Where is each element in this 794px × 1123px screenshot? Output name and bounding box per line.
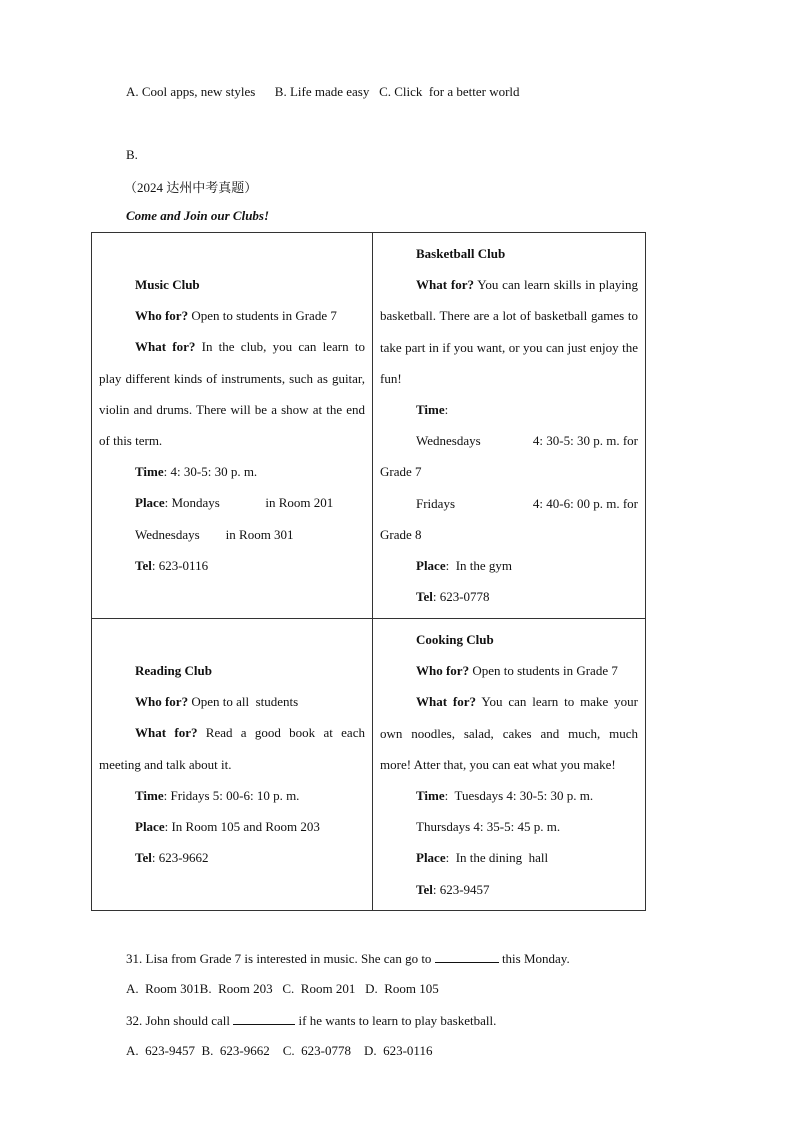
music-who-for: Who for? Open to students in Grade 7 [135,308,337,324]
basketball-time-friday: Fridays 4: 40-6: 00 p. m. for [416,495,638,511]
basketball-club-cell [373,233,646,619]
cooking-place: Place: In the dining hall [416,850,549,866]
reading-tel: Tel: 623-9662 [135,850,209,866]
answer-blank-32[interactable] [233,1012,295,1025]
source-note: （2024 达州中考真题） [124,180,258,195]
question-31: 31. Lisa from Grade 7 is interested in music. She can go to this Monday. [126,951,570,966]
reading-club-title: Reading Club [135,663,212,678]
previous-answer-options: A. Cool apps, new styles B. Life made easy C. Click for a better world [126,84,520,99]
reading-what-for: What for? Read a good book at each meeting and talk about it. [99,725,365,772]
basketball-club-title: Basketball Club [416,246,506,261]
answer-blank-31[interactable] [435,950,499,963]
cooking-tel: Tel: 623-9457 [416,881,490,897]
reading-club-cell [92,619,373,911]
basketball-time-wednesday-grade: Grade 7 [380,464,422,480]
music-what-for: What for? In the club, you can learn to play different kinds of instruments, such as guitar, violin and drums. There will be a show at the end of this term. [99,339,365,449]
cooking-time-line2: Thursdays 4: 35-5: 45 p. m. [416,819,561,835]
question-32: 32. John should call if he wants to learn to play basketball. [126,1013,497,1028]
basketball-time-friday-grade: Grade 8 [380,526,422,542]
reading-who-for: Who for? Open to all students [135,694,299,710]
cooking-club-title: Cooking Club [416,632,494,647]
basketball-tel: Tel: 623-0778 [416,589,490,605]
music-place: Place: Mondays in Room 201 [135,495,334,511]
cooking-club-cell [373,619,646,911]
reading-place: Place: In Room 105 and Room 203 [135,819,320,835]
question-31-options: A. Room 301B. Room 203 C. Room 201 D. Room 105 [126,981,439,996]
basketball-time-wednesday: Wednesdays 4: 30-5: 30 p. m. for [416,433,638,449]
cooking-time: Time: Tuesdays 4: 30-5: 30 p. m. [416,788,594,804]
music-tel: Tel: 623-0116 [135,557,209,573]
cooking-who-for: Who for? Open to students in Grade 7 [416,663,618,679]
music-club-title: Music Club [135,277,200,292]
section-letter: B. [126,147,138,162]
music-place-line2: Wednesdays in Room 301 [135,526,294,542]
music-time: Time: 4: 30-5: 30 p. m. [135,464,258,480]
basketball-what-for: What for? You can learn skills in playing basketball. There are a lot of basketball games to take part in if you want, or you can just enjoy the fun! [380,277,638,386]
reading-time: Time: Fridays 5: 00-6: 10 p. m. [135,787,300,803]
question-32-options: A. 623-9457 B. 623-9662 C. 623-0778 D. 623-0116 [126,1043,433,1058]
cooking-what-for: What for? You can learn to make your own noodles, salad, cakes and much, much more! Atter that, you can eat what you make! [380,694,638,772]
basketball-place: Place: In the gym [416,558,513,574]
basketball-time-label: Time: [416,402,449,418]
clubs-table [91,232,646,911]
passage-title: Come and Join our Clubs! [126,208,270,223]
music-club-cell [92,233,373,619]
